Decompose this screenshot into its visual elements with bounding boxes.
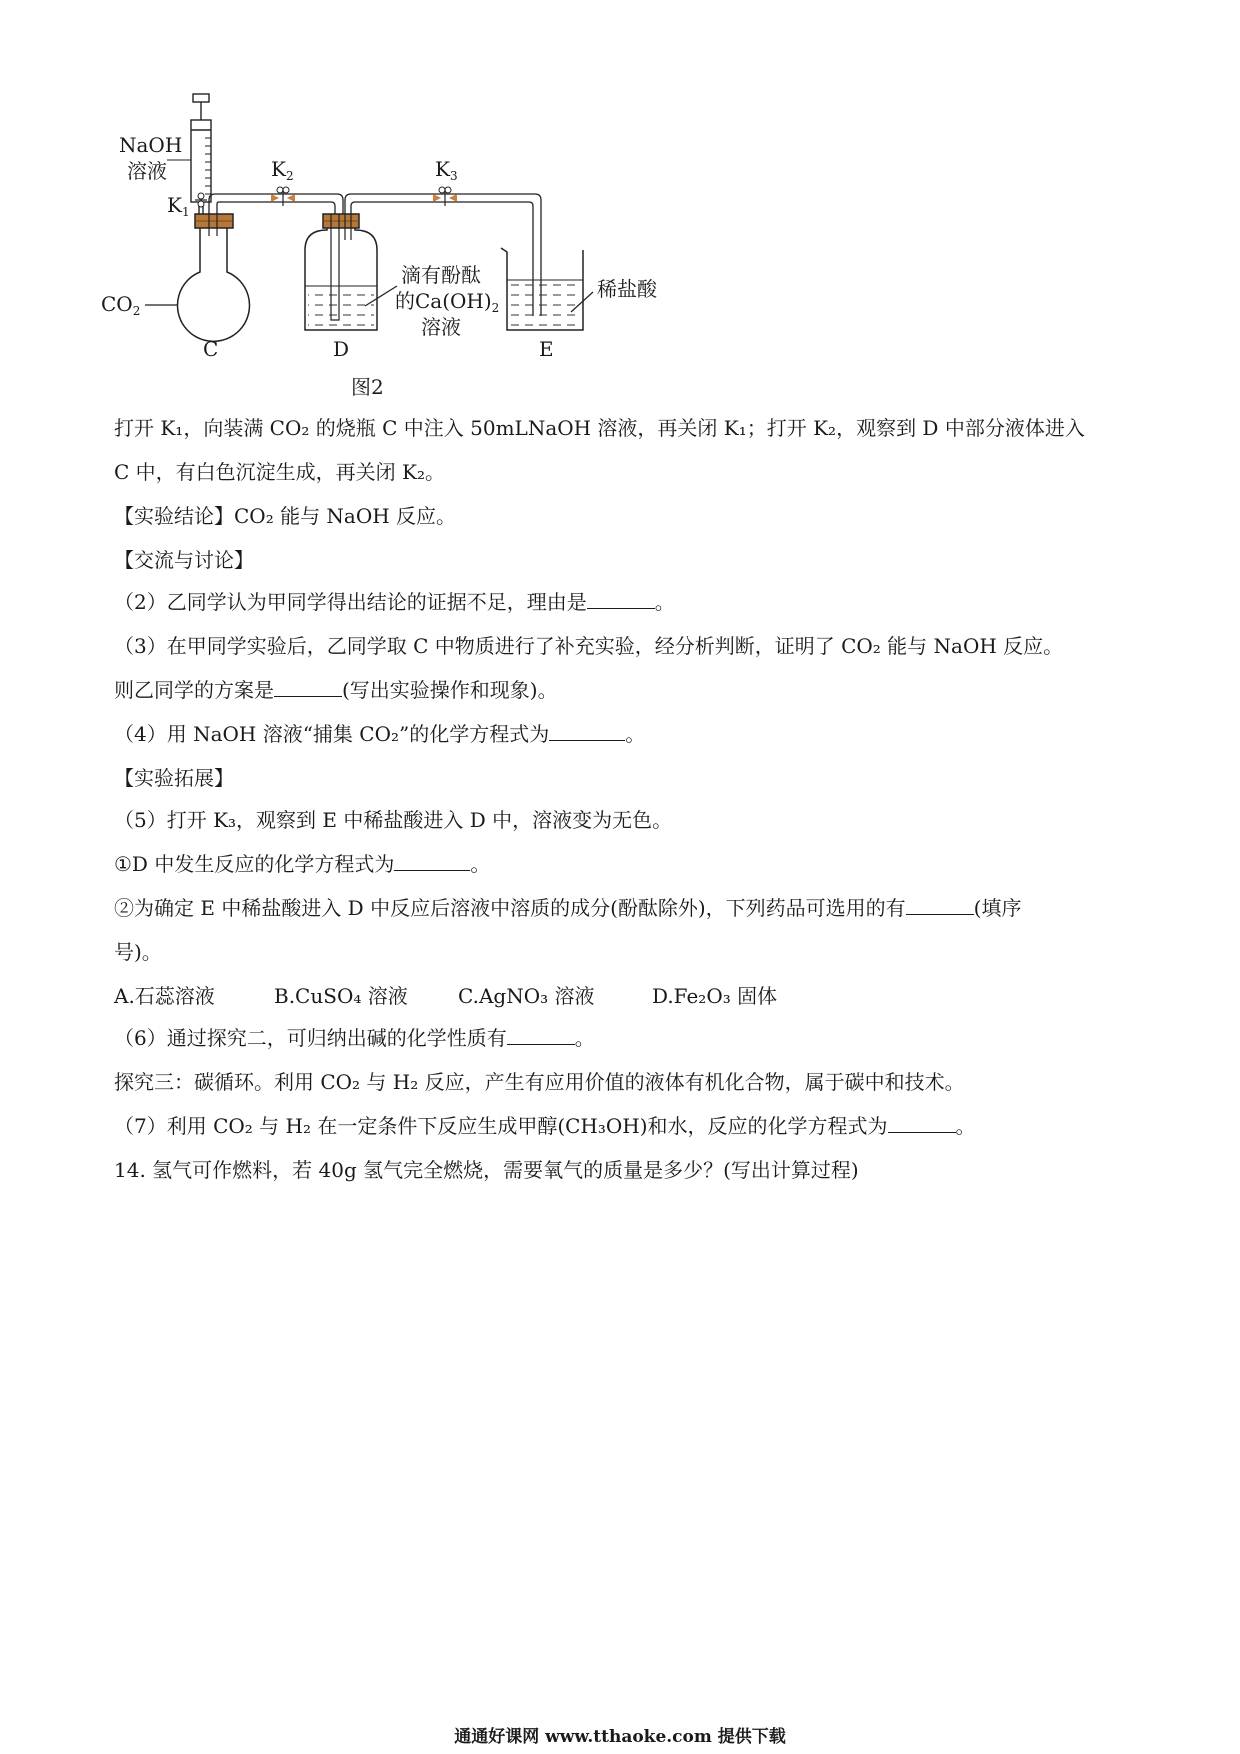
explore-3: 探究三：碳循环。利用 CO₂ 与 H₂ 反应，产生有应用价值的液体有机化合物，属于碳中和技术。 [114,1070,965,1094]
question-6 [114,1026,595,1050]
question-5-2-cont: 号)。 [114,940,162,964]
d-label-1: 滴有酚酞 [401,263,481,287]
question-3-line-1: （3）在甲同学实验后，乙同学取 C 中物质进行了补充实验，经分析判断，证明了 CO₂ 能与 NaOH 反应。 [114,634,1064,658]
option-a[interactable]: A.石蕊溶液 [114,984,215,1008]
flask-c [178,214,250,341]
label-d: D [333,337,350,361]
d-label-2: 的$Ca(OH)_2$ [395,289,500,315]
apparatus-diagram [101,90,785,450]
conclusion-heading: 【实验结论】CO₂ 能与 NaOH 反应。 [114,504,457,528]
answer-blank-q7[interactable] [888,1114,956,1133]
question-2 [114,590,675,614]
syringe-label-2: 溶液 [127,159,167,183]
label-c: C [203,337,219,361]
question-14: 14. 氢气可作燃料，若 40g 氢气完全燃烧，需要氧气的质量是多少？(写出计算过程) [114,1158,859,1182]
co2-label: $CO_2$ [101,292,141,318]
d-label-3: 溶液 [421,315,461,339]
question-6-text: （6）通过探究二，可归纳出碱的化学性质有 [114,1026,507,1050]
beaker-e [501,248,583,330]
extension-heading: 【实验拓展】 [114,766,234,790]
question-5-1-end: 。 [470,852,491,876]
answer-blank-q5-1[interactable] [394,852,470,871]
question-7 [114,1114,976,1138]
question-5-2 [114,896,1021,920]
e-label: 稀盐酸 [597,277,657,301]
valve-k3 [433,187,457,206]
discussion-heading: 【交流与讨论】 [114,548,254,572]
question-5-2-text: ②为确定 E 中稀盐酸进入 D 中反应后溶液中溶质的成分(酚酞除外)，下列药品可选用的有 [114,896,906,920]
question-3-text: 则乙同学的方案是 [114,678,274,702]
valve-k2 [271,187,295,206]
paragraph-procedure-1: 打开 K₁，向装满 CO₂ 的烧瓶 C 中注入 50mLNaOH 溶液，再关闭 K₁；打开 K₂，观察到 D 中部分液体进入 [114,416,1085,440]
question-2-text: （2）乙同学认为甲同学得出结论的证据不足，理由是 [114,590,587,614]
paragraph-procedure-2: C 中，有白色沉淀生成，再关闭 K₂。 [114,460,445,484]
question-2-end: 。 [654,590,675,614]
question-3-end: (写出实验操作和现象)。 [342,678,558,702]
apparatus-figure [101,90,785,450]
question-3-line-2 [114,678,558,702]
answer-blank-q2[interactable] [587,590,655,609]
label-e: E [539,337,554,361]
question-7-text: （7）利用 CO₂ 与 H₂ 在一定条件下反应生成甲醇(CH₃OH)和水，反应的化学方程式为 [114,1114,888,1138]
question-5-1 [114,852,490,876]
answer-blank-q3[interactable] [274,678,342,697]
question-4-end: 。 [625,722,646,746]
answer-blank-q5-2[interactable] [906,896,974,915]
option-d[interactable]: D.Fe₂O₃ 固体 [652,984,778,1008]
question-4 [114,722,645,746]
answer-blank-q6[interactable] [507,1026,575,1045]
question-4-text: （4）用 NaOH 溶液“捕集 CO₂”的化学方程式为 [114,722,550,746]
question-5-1-text: ①D 中发生反应的化学方程式为 [114,852,395,876]
question-6-end: 。 [574,1026,595,1050]
syringe-label-1: NaOH [119,133,183,157]
k1-label: $K_1$ [167,193,190,219]
option-b[interactable]: B.CuSO₄ 溶液 [274,984,408,1008]
bottle-d [305,214,377,330]
figure-caption: 图2 [351,375,384,399]
question-5-2-end: (填序 [973,896,1022,920]
answer-blank-q4[interactable] [549,722,625,741]
question-5: （5）打开 K₃，观察到 E 中稀盐酸进入 D 中，溶液变为无色。 [114,808,673,832]
page-footer: 通通好课网 www.tthaoke.com 提供下载 [454,1727,786,1747]
question-7-end: 。 [955,1114,976,1138]
k2-label: $K_2$ [271,157,294,183]
option-c[interactable]: C.AgNO₃ 溶液 [458,984,595,1008]
k3-label: $K_3$ [435,157,458,183]
